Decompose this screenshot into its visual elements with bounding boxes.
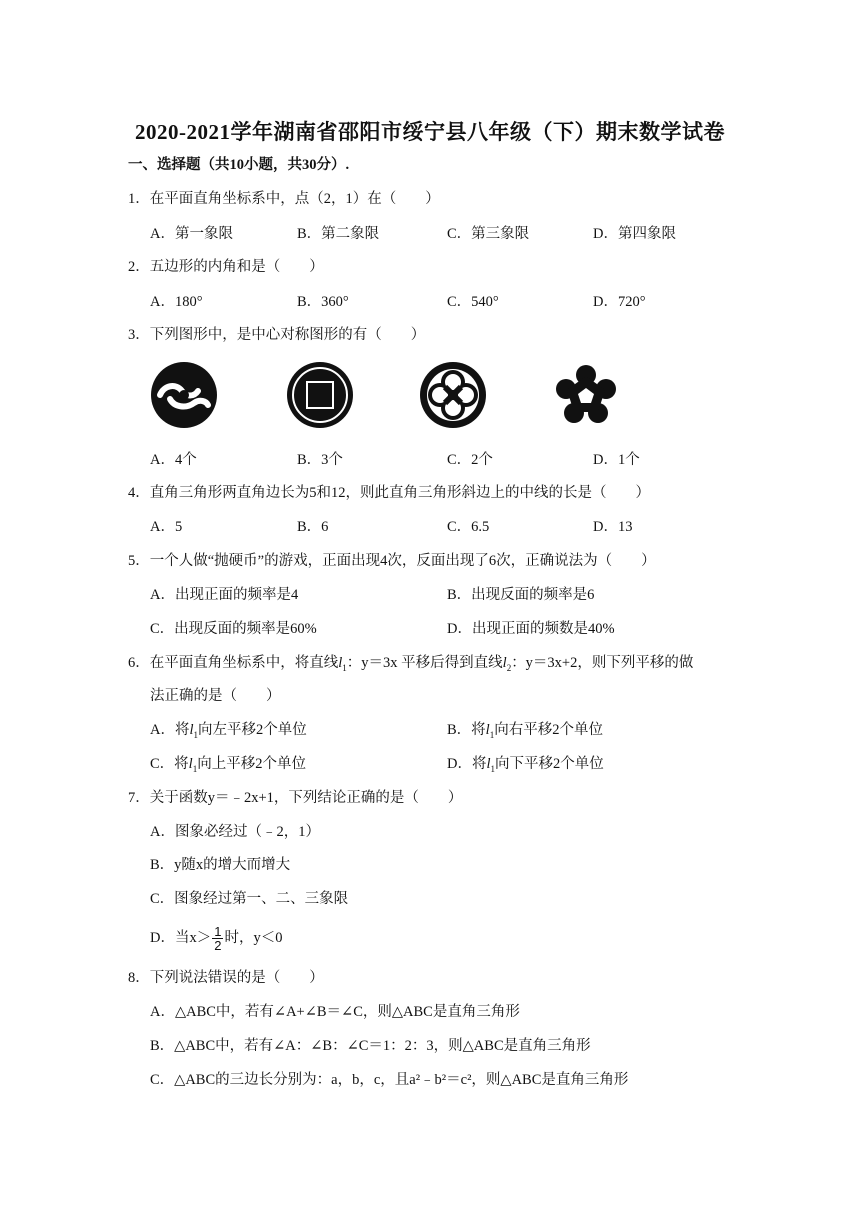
q6-option-d: D．将$l_1$向下平移2个单位 <box>447 756 604 774</box>
q7-d-fraction: $\frac{1}{2}$ <box>214 924 222 953</box>
q4-option-a: A．5 <box>150 519 183 535</box>
q6-option-a: A．将$l_1$向左平移2个单位 <box>150 722 307 740</box>
q6-eq2: ：y＝3x+2，则下列平移的做 <box>511 655 694 671</box>
q2-option-c: C．540° <box>447 294 499 310</box>
page-title: 2020-2021学年湖南省邵阳市绥宁县八年级（下）期末数学试卷 <box>135 120 725 144</box>
q8-option-a: A．△ABC中，若有∠A+∠B＝∠C，则△ABC是直角三角形 <box>150 1004 520 1020</box>
q6-option-b: B．将$l_1$向右平移2个单位 <box>447 722 603 740</box>
q6-line-l2-sub: 2 <box>506 662 512 673</box>
q4-option-b: B．6 <box>297 519 329 535</box>
q2-option-d: D．720° <box>593 294 646 310</box>
question-2-stem: 2．五边形的内角和是（ ） <box>128 259 324 275</box>
q6-option-c: C．将$l_1$向上平移2个单位 <box>150 756 306 774</box>
question-6-stem-line1 <box>128 653 693 678</box>
q1-option-c: C．第三象限 <box>447 226 530 242</box>
q1-option-a: A．第一象限 <box>150 226 233 242</box>
q4-option-c: C．6.5 <box>447 519 490 535</box>
square-hole-coin-icon <box>286 361 354 429</box>
q4-option-d: D．13 <box>593 519 633 535</box>
pentagon-flower-icon <box>556 364 616 426</box>
question-1-stem: 1．在平面直角坐标系中，点（2，1）在（ ） <box>128 191 440 207</box>
q7-option-d <box>150 925 282 952</box>
section-heading: 一、选择题（共10小题，共30分）. <box>128 157 350 173</box>
q5-option-b: B．出现反面的频率是6 <box>447 587 595 603</box>
q7-option-c: C．图象经过第一、二、三象限 <box>150 891 349 907</box>
q6-line-l1-sub: 1 <box>342 662 347 673</box>
q6-stem-text-1: 6．在平面直角坐标系中，将直线 <box>128 655 339 671</box>
q3-option-d: D．1个 <box>593 452 640 468</box>
q6-line-l1: l <box>338 655 343 671</box>
q6-eq1: ：y＝3x 平移后得到直线 <box>346 655 503 671</box>
q2-option-a: A．180° <box>150 294 203 310</box>
q5-option-c: C．出现反面的频率是60% <box>150 621 317 637</box>
question-4-stem: 4．直角三角形两直角边长为5和12，则此直角三角形斜边上的中线的长是（ ） <box>128 485 650 501</box>
q5-option-a: A．出现正面的频率是4 <box>150 587 299 603</box>
q3-option-c: C．2个 <box>447 452 493 468</box>
q6-line-l2: l <box>502 655 507 671</box>
q1-option-d: D．第四象限 <box>593 226 676 242</box>
question-6-stem-line2: 法正确的是（ ） <box>150 688 281 704</box>
q7-d-suffix: 时，y＜0 <box>224 929 283 946</box>
q8-option-b: B．△ABC中，若有∠A：∠B：∠C＝1：2：3，则△ABC是直角三角形 <box>150 1038 591 1054</box>
q3-option-a: A．4个 <box>150 452 197 468</box>
q2-option-b: B．360° <box>297 294 349 310</box>
question-5-stem: 5．一个人做“抛硬币”的游戏，正面出现4次，反面出现了6次，正确说法为（ ） <box>128 553 656 569</box>
question-7-stem: 7．关于函数y＝﹣2x+1，下列结论正确的是（ ） <box>128 790 463 806</box>
q7-option-b: B．y随x的增大而增大 <box>150 857 291 873</box>
question-3-stem: 3．下列图形中，是中心对称图形的有（ ） <box>128 327 426 343</box>
question-8-stem: 8．下列说法错误的是（ ） <box>128 970 324 986</box>
swirl-circle-icon <box>150 361 218 429</box>
four-petal-circle-icon <box>419 361 487 429</box>
q1-option-b: B．第二象限 <box>297 226 380 242</box>
q7-option-a: A．图象必经过（﹣2，1） <box>150 824 320 840</box>
q8-option-c: C．△ABC的三边长分别为：a，b，c，且a²﹣b²＝c²，则△ABC是直角三角形 <box>150 1072 629 1088</box>
q7-d-prefix: D．当x＞ <box>150 929 212 946</box>
q5-option-d: D．出现正面的频数是40% <box>447 621 615 637</box>
q3-option-b: B．3个 <box>297 452 343 468</box>
